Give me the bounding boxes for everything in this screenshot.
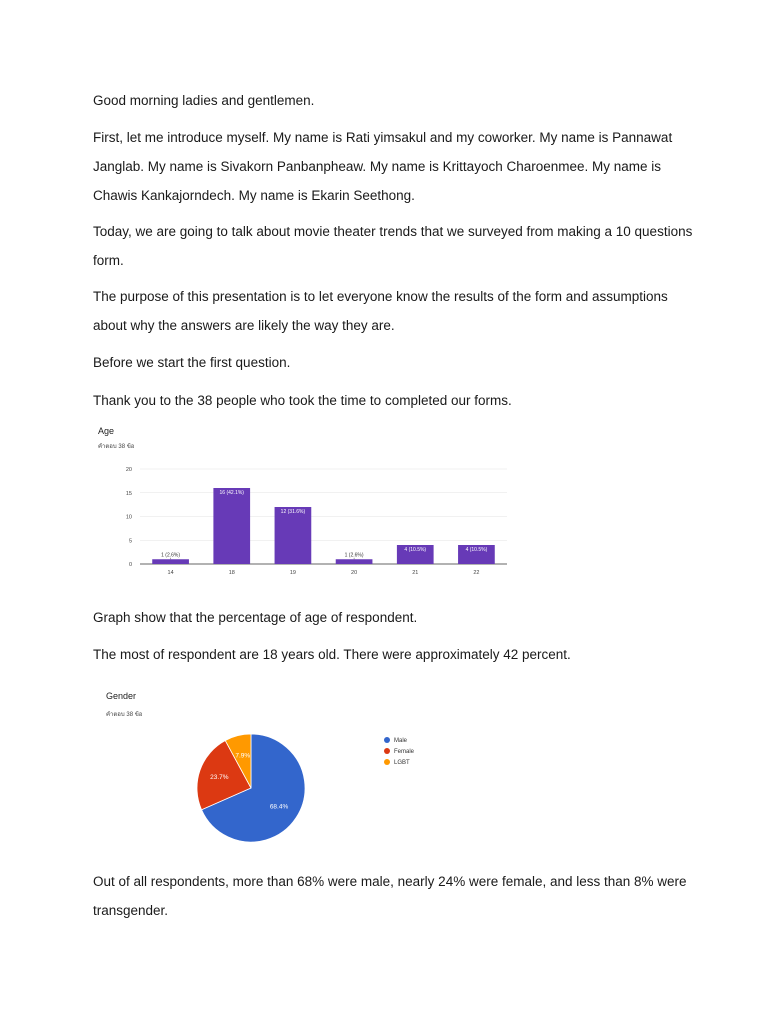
bar	[213, 488, 250, 564]
x-tick-label: 14	[167, 570, 174, 575]
age-chart-title: Age	[98, 426, 115, 436]
legend-entry: Female	[394, 749, 415, 755]
age-caption-paragraph: Graph show that the percentage of age of respondent.	[93, 610, 418, 625]
y-tick-label: 10	[125, 514, 132, 521]
bar	[152, 559, 189, 564]
legend-marker	[384, 759, 390, 765]
topic-paragraph: Today, we are going to talk about movie theater trends that we surveyed from making a 10 questions form.	[93, 224, 693, 268]
bar-data-label: 4 (10.5%)	[465, 547, 488, 553]
gender-chart	[95, 683, 540, 855]
age-bar-plot	[95, 420, 510, 575]
bar-data-label: 12 (31.6%)	[280, 509, 306, 515]
bar-data-label: 1 (2.6%)	[161, 552, 181, 559]
y-tick-label: 5	[128, 538, 132, 545]
slice-label: 23.7%	[210, 774, 229, 782]
legend-entry: LGBT	[394, 760, 410, 766]
age-chart	[95, 420, 510, 575]
slice-label: 68.4%	[269, 803, 289, 811]
bar-data-label: 4 (10.5%)	[404, 547, 427, 553]
gender-chart-title: Gender	[106, 691, 137, 701]
slice-label: 7.9%	[235, 752, 251, 760]
y-tick-label: 20	[125, 467, 132, 473]
x-tick-label: 21	[412, 570, 419, 575]
legend-entry: Male	[394, 738, 408, 744]
gender-summary-paragraph: Out of all respondents, more than 68% were male, nearly 24% were female, and less than 8% were transgender.	[93, 874, 687, 918]
introduction-paragraph: First, let me introduce myself. My name is Rati yimsakul and my coworker. My name is Pannawat Janglab. My name is Sivakorn Panbanpheaw. My name is Krittayoch Charoenmee. My name is Chawis Kankajorndech. My name is Ekarin Seethong.	[93, 130, 673, 203]
y-tick-label: 15	[125, 490, 132, 497]
x-tick-label: 20	[351, 570, 358, 575]
bar	[275, 507, 312, 564]
x-tick-label: 22	[473, 570, 480, 575]
x-tick-label: 19	[289, 570, 296, 575]
greeting-paragraph: Good morning ladies and gentlemen.	[93, 93, 315, 108]
gender-chart-subtitle: คำตอบ 38 ข้อ	[106, 712, 143, 718]
transition-paragraph: Before we start the first question.	[93, 355, 291, 370]
gender-pie-plot	[95, 683, 540, 855]
legend-marker	[384, 737, 390, 743]
bar-data-label: 1 (2.6%)	[344, 552, 364, 559]
age-summary-paragraph: The most of respondent are 18 years old. There were approximately 42 percent.	[93, 647, 571, 662]
legend-marker	[384, 748, 390, 754]
bar	[336, 559, 373, 564]
bar-data-label: 16 (42.1%)	[219, 490, 244, 496]
thanks-paragraph: Thank you to the 38 people who took the time to completed our forms.	[93, 393, 512, 408]
x-tick-label: 18	[228, 570, 235, 575]
y-tick-label: 0	[128, 562, 132, 568]
purpose-paragraph: The purpose of this presentation is to let everyone know the results of the form and assumptions about why the answers are likely the way they are.	[93, 289, 668, 333]
age-chart-subtitle: คำตอบ 38 ข้อ	[98, 444, 135, 450]
